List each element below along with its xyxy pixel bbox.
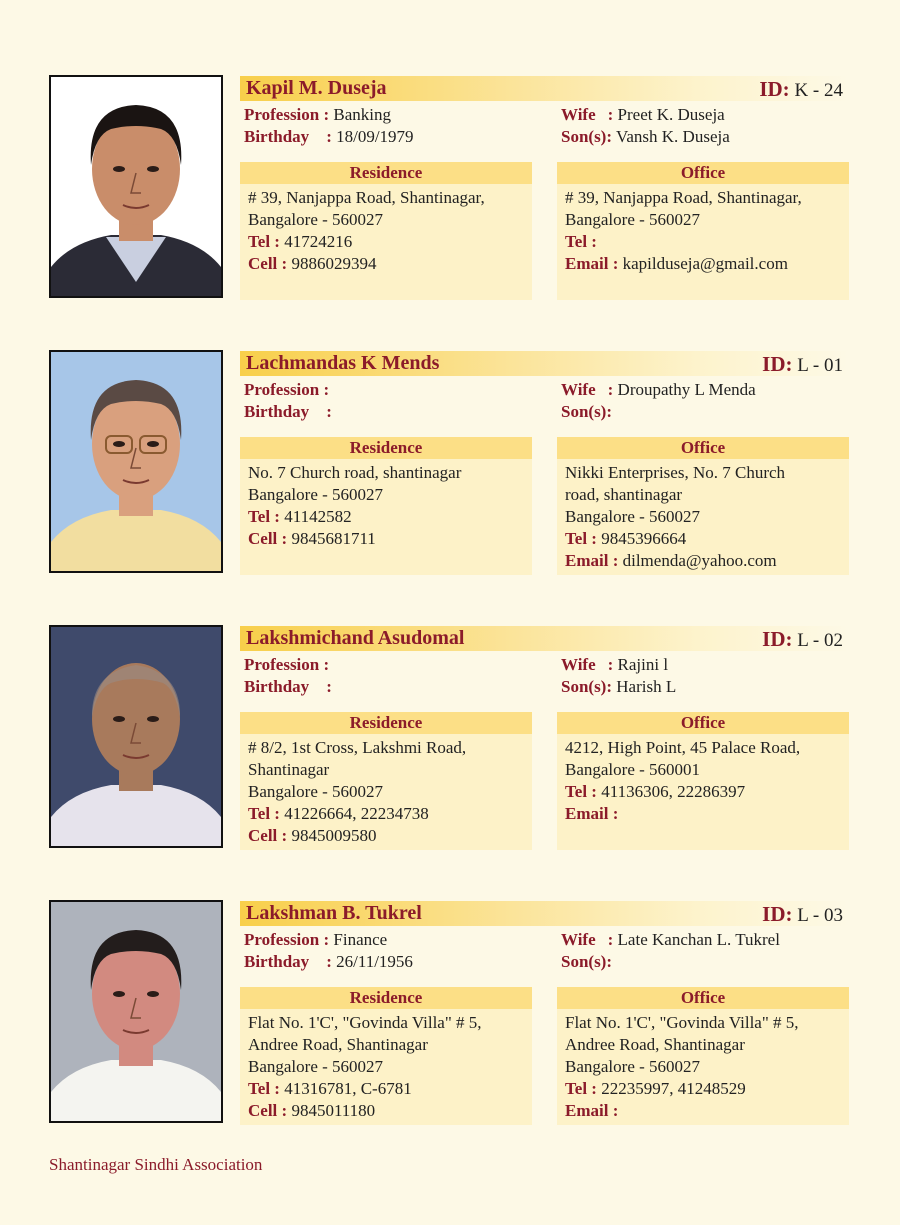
wife-colon: : (607, 655, 614, 674)
office-email-label: Email : (565, 804, 619, 823)
residence-cell-label: Cell : (248, 1101, 288, 1120)
wife-field (561, 929, 780, 951)
residence-cell-value: 9845681711 (291, 529, 376, 548)
residence-cell (248, 825, 532, 847)
id-label: ID: (759, 77, 790, 101)
residence-cell (248, 1100, 532, 1122)
wife-colon: : (607, 105, 614, 124)
residence-address (248, 737, 532, 803)
id-label: ID: (762, 352, 793, 376)
profession-field (244, 929, 387, 951)
office-address-line: # 39, Nanjappa Road, Shantinagar, (565, 188, 802, 207)
sons-label: Son(s): (561, 952, 613, 971)
residence-heading: Residence (240, 987, 532, 1009)
sons-label: Son(s): (561, 402, 613, 421)
birthday-value: 18/09/1979 (336, 127, 414, 146)
profession-field (244, 104, 391, 126)
residence-cell-value: 9886029394 (291, 254, 377, 273)
wife-colon: : (607, 930, 614, 949)
residence-cell (248, 253, 532, 275)
residence-address (248, 462, 532, 506)
birthday-field (244, 951, 413, 973)
profession-label: Profession : (244, 380, 330, 399)
residence-cell-label: Cell : (248, 254, 288, 273)
wife-label: Wife (561, 655, 596, 674)
member-entry (49, 625, 851, 853)
residence-tel-label: Tel : (248, 232, 280, 251)
residence-body (240, 734, 532, 847)
office-tel (565, 1078, 849, 1100)
office-panel (557, 162, 849, 300)
sons-field (561, 401, 612, 423)
member-id (762, 627, 843, 652)
wife-value: Preet K. Duseja (617, 105, 725, 124)
member-photo (49, 75, 223, 298)
birthday-field (244, 676, 332, 698)
residence-body (240, 1009, 532, 1122)
residence-address-line: Flat No. 1'C', "Govinda Villa" # 5, (248, 1013, 482, 1032)
sons-label: Son(s): (561, 677, 613, 696)
residence-tel-value: 41724216 (284, 232, 353, 251)
office-email (565, 1100, 849, 1122)
member-entry (49, 75, 851, 303)
wife-value: Rajini l (617, 655, 669, 674)
member-name: Lakshmichand Asudomal (246, 627, 465, 649)
member-id (759, 77, 843, 102)
sons-value: Harish L (616, 677, 677, 696)
residence-tel-value: 41226664, 22234738 (284, 804, 429, 823)
birthday-value: 26/11/1956 (336, 952, 413, 971)
office-panel (557, 712, 849, 850)
office-address-line: road, shantinagar (565, 485, 683, 504)
residence-cell-label: Cell : (248, 529, 288, 548)
residence-address (248, 1012, 532, 1078)
residence-tel (248, 231, 532, 253)
sons-field (561, 676, 676, 698)
name-bar (240, 351, 849, 376)
portrait-image (51, 352, 221, 571)
office-email (565, 550, 849, 572)
office-body (557, 734, 849, 825)
residence-cell (248, 528, 532, 550)
office-tel (565, 231, 849, 253)
residence-heading: Residence (240, 712, 532, 734)
member-entry (49, 350, 851, 578)
member-photo (49, 350, 223, 573)
office-email (565, 253, 849, 275)
office-address-line: Bangalore - 560027 (565, 1057, 701, 1076)
office-address (565, 1012, 849, 1078)
residence-tel-value: 41142582 (284, 507, 352, 526)
profession-field (244, 379, 329, 401)
residence-address-line: # 39, Nanjappa Road, Shantinagar, (248, 188, 485, 207)
residence-tel-value: 41316781, C-6781 (284, 1079, 412, 1098)
office-address-line: Flat No. 1'C', "Govinda Villa" # 5, (565, 1013, 799, 1032)
birthday-label: Birthday (244, 677, 310, 696)
office-tel-value: 22235997, 41248529 (601, 1079, 746, 1098)
residence-tel (248, 506, 532, 528)
id-value: L - 01 (797, 355, 843, 376)
office-tel-label: Tel : (565, 1079, 597, 1098)
residence-address-line: Bangalore - 560027 (248, 485, 384, 504)
id-value: L - 02 (797, 630, 843, 651)
office-address (565, 462, 849, 528)
office-address (565, 737, 849, 781)
member-name: Lachmandas K Mends (246, 352, 440, 374)
office-address-line: Andree Road, Shantinagar (565, 1035, 745, 1054)
birthday-label: Birthday (244, 402, 310, 421)
id-value: L - 03 (797, 905, 843, 926)
residence-cell-value: 9845011180 (291, 1101, 376, 1120)
wife-label: Wife (561, 930, 596, 949)
residence-heading: Residence (240, 437, 532, 459)
member-name: Lakshman B. Tukrel (246, 902, 422, 924)
residence-tel-label: Tel : (248, 1079, 280, 1098)
profession-field (244, 654, 329, 676)
office-heading: Office (557, 437, 849, 459)
office-email-value: kapilduseja@gmail.com (622, 254, 788, 273)
wife-value: Late Kanchan L. Tukrel (617, 930, 780, 949)
member-entry (49, 900, 851, 1128)
residence-address-line: No. 7 Church road, shantinagar (248, 463, 462, 482)
portrait-image (51, 627, 221, 846)
birthday-colon: : (326, 127, 332, 146)
birthday-colon: : (326, 402, 332, 421)
office-tel (565, 781, 849, 803)
office-email-value: dilmenda@yahoo.com (622, 551, 777, 570)
profession-value: Finance (333, 930, 388, 949)
footer-association-name: Shantinagar Sindhi Association (49, 1155, 263, 1174)
office-address-line: Bangalore - 560001 (565, 760, 701, 779)
residence-panel (240, 162, 532, 300)
office-tel-value: 9845396664 (601, 529, 687, 548)
profession-value: Banking (333, 105, 392, 124)
residence-tel-label: Tel : (248, 507, 280, 526)
wife-colon: : (607, 380, 614, 399)
residence-address-line: Andree Road, Shantinagar (248, 1035, 428, 1054)
residence-cell-value: 9845009580 (291, 826, 377, 845)
birthday-field (244, 126, 414, 148)
residence-tel-label: Tel : (248, 804, 280, 823)
office-address-line: Bangalore - 560027 (565, 210, 701, 229)
office-panel (557, 987, 849, 1125)
residence-address (248, 187, 532, 231)
member-id (762, 902, 843, 927)
office-body (557, 1009, 849, 1122)
wife-label: Wife (561, 105, 596, 124)
office-body (557, 184, 849, 275)
sons-value: Vansh K. Duseja (615, 127, 730, 146)
residence-panel (240, 437, 532, 575)
sons-field (561, 126, 730, 148)
sons-field (561, 951, 612, 973)
office-heading: Office (557, 712, 849, 734)
residence-address-line: Bangalore - 560027 (248, 782, 384, 801)
office-address-line: Bangalore - 560027 (565, 507, 701, 526)
office-heading: Office (557, 162, 849, 184)
member-name: Kapil M. Duseja (246, 77, 387, 99)
name-bar (240, 901, 849, 926)
residence-cell-label: Cell : (248, 826, 288, 845)
member-photo (49, 900, 223, 1123)
name-bar (240, 76, 849, 101)
birthday-colon: : (326, 952, 332, 971)
id-value: K - 24 (794, 80, 843, 101)
wife-field (561, 379, 756, 401)
residence-address-line: # 8/2, 1st Cross, Lakshmi Road, (248, 738, 467, 757)
office-panel (557, 437, 849, 575)
id-label: ID: (762, 627, 793, 651)
residence-address-line: Shantinagar (248, 760, 330, 779)
residence-tel (248, 803, 532, 825)
residence-body (240, 184, 532, 275)
wife-field (561, 104, 725, 126)
member-id (762, 352, 843, 377)
office-tel-label: Tel : (565, 232, 597, 251)
birthday-label: Birthday (244, 952, 310, 971)
office-address-line: 4212, High Point, 45 Palace Road, (565, 738, 801, 757)
residence-panel (240, 987, 532, 1125)
id-label: ID: (762, 902, 793, 926)
office-address (565, 187, 849, 231)
member-photo (49, 625, 223, 848)
office-email (565, 803, 849, 825)
residence-heading: Residence (240, 162, 532, 184)
birthday-label: Birthday (244, 127, 310, 146)
office-tel-value: 41136306, 22286397 (601, 782, 746, 801)
office-body (557, 459, 849, 572)
office-address-line: Nikki Enterprises, No. 7 Church (565, 463, 786, 482)
portrait-image (51, 77, 221, 296)
residence-tel (248, 1078, 532, 1100)
residence-panel (240, 712, 532, 850)
birthday-colon: : (326, 677, 332, 696)
office-email-label: Email : (565, 1101, 619, 1120)
office-tel-label: Tel : (565, 782, 597, 801)
profession-label: Profession : (244, 105, 330, 124)
office-tel-label: Tel : (565, 529, 597, 548)
wife-field (561, 654, 668, 676)
wife-value: Droupathy L Menda (617, 380, 756, 399)
office-heading: Office (557, 987, 849, 1009)
office-email-label: Email : (565, 254, 619, 273)
residence-address-line: Bangalore - 560027 (248, 210, 384, 229)
wife-label: Wife (561, 380, 596, 399)
portrait-image (51, 902, 221, 1121)
birthday-field (244, 401, 332, 423)
profession-label: Profession : (244, 655, 330, 674)
residence-body (240, 459, 532, 550)
residence-address-line: Bangalore - 560027 (248, 1057, 384, 1076)
office-email-label: Email : (565, 551, 619, 570)
sons-label: Son(s): (561, 127, 613, 146)
name-bar (240, 626, 849, 651)
office-tel (565, 528, 849, 550)
profession-label: Profession : (244, 930, 330, 949)
